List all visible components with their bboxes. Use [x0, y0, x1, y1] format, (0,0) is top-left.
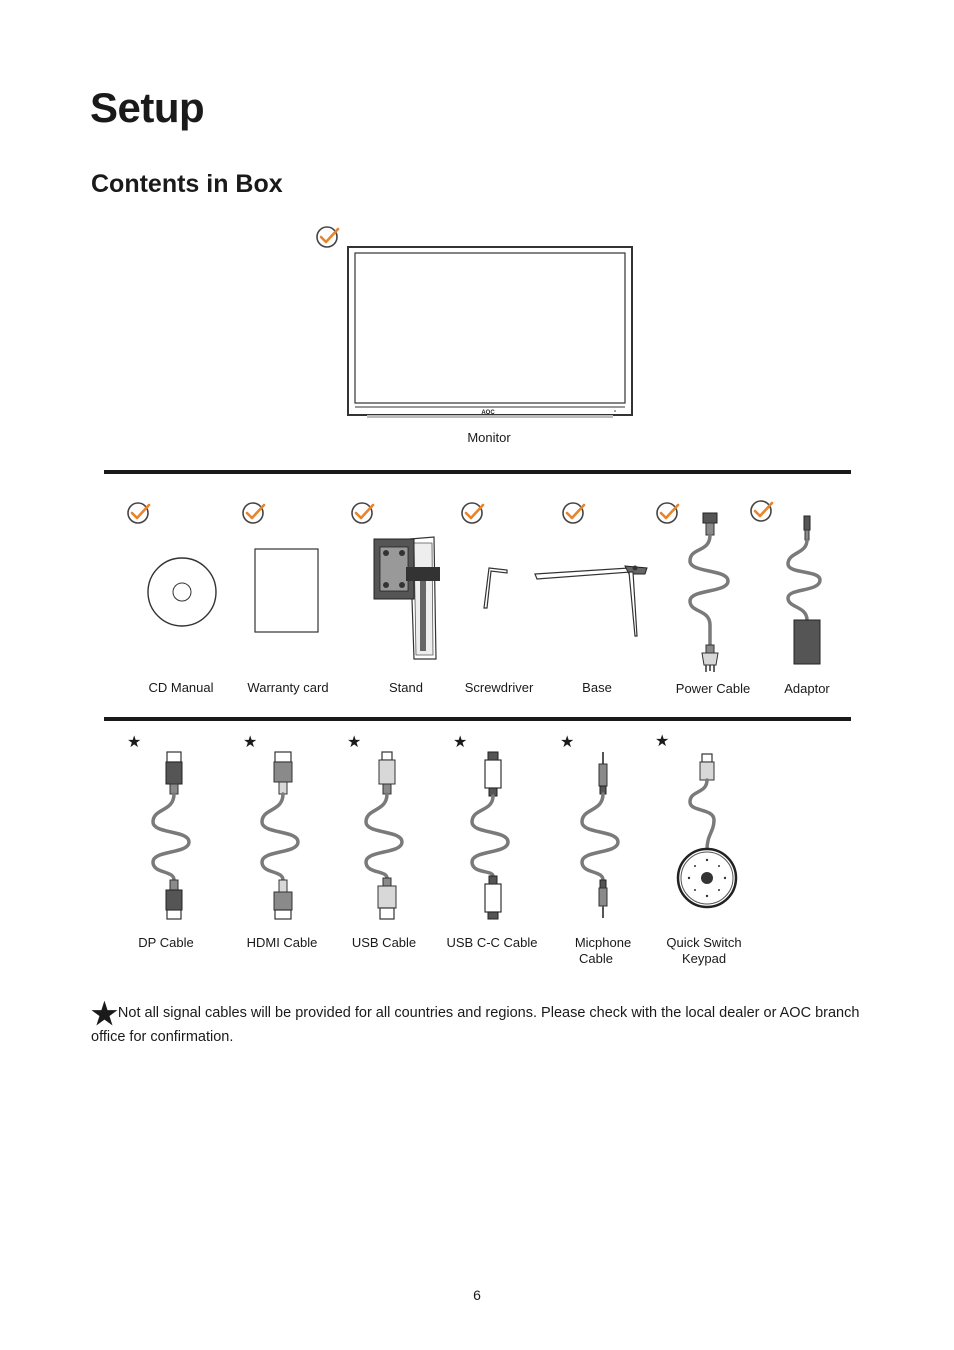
usb-c-cable-icon: [464, 750, 520, 922]
page-number: 6: [473, 1287, 481, 1303]
check-icon: [126, 501, 152, 527]
item-label: DP Cable: [138, 935, 194, 950]
check-icon: [561, 501, 587, 527]
check-icon: [655, 501, 681, 527]
item-label: CD Manual: [148, 680, 214, 695]
quick-switch-keypad-icon: [672, 750, 740, 910]
adaptor-icon: [780, 512, 836, 670]
item-label: [654, 935, 754, 967]
item-label: USB Cable: [351, 935, 417, 950]
item-label-line: Micphone: [574, 935, 632, 950]
check-icon: [460, 501, 486, 527]
optional-star-icon: ★: [453, 734, 468, 751]
item-label: Stand: [389, 680, 423, 695]
optional-star-icon: ★: [655, 733, 670, 750]
item-label-line: Quick Switch: [666, 935, 742, 950]
hdmi-cable-icon: [254, 750, 310, 922]
stand-icon: [370, 535, 442, 661]
power-cable-icon: [682, 509, 738, 675]
base-icon: [533, 560, 651, 640]
section-title: Contents in Box: [91, 170, 283, 198]
check-icon: [241, 501, 267, 527]
footnote-star-icon: ★: [91, 998, 118, 1031]
item-label: [553, 935, 653, 967]
warranty-card-icon: [254, 548, 320, 634]
section-divider: [104, 470, 851, 474]
optional-star-icon: ★: [243, 734, 258, 751]
optional-star-icon: ★: [347, 734, 362, 751]
item-label: Screwdriver: [464, 680, 534, 695]
monitor-label: Monitor: [467, 430, 511, 445]
item-label: Adaptor: [784, 681, 830, 696]
item-label: HDMI Cable: [246, 935, 318, 950]
item-label: Warranty card: [247, 680, 329, 695]
footnote: [91, 998, 861, 1049]
item-label: Power Cable: [675, 681, 751, 696]
check-icon: [315, 225, 341, 251]
page-title: Setup: [90, 84, 205, 131]
check-icon: [350, 501, 376, 527]
section-divider: [104, 717, 851, 721]
footnote-text: Not all signal cables will be provided for all countries and regions. Please check with the local dealer or AOC branch office for confirmation.: [91, 1005, 860, 1045]
screwdriver-icon: [481, 564, 511, 614]
item-label: Base: [582, 680, 612, 695]
check-icon: [749, 499, 775, 525]
item-label-line: Cable: [579, 951, 613, 966]
cd-icon: [146, 556, 218, 628]
monitor-brand-logo: AOC: [481, 410, 495, 416]
optional-star-icon: ★: [127, 734, 142, 751]
item-label: USB C-C Cable: [446, 935, 538, 950]
monitor-icon: [347, 246, 634, 420]
dp-cable-icon: [145, 750, 201, 922]
usb-cable-icon: [358, 750, 414, 922]
optional-star-icon: ★: [560, 734, 575, 751]
item-label-line: Keypad: [681, 951, 727, 966]
microphone-cable-icon: [574, 750, 630, 922]
